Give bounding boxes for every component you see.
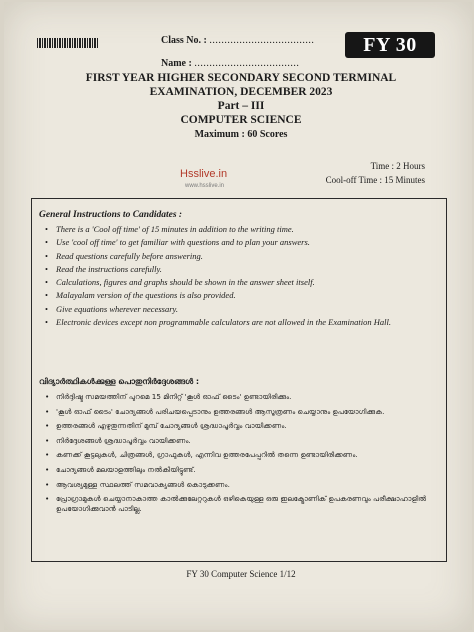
malayalam-instruction-item: • പ്രോഗ്രാമുകൾ ചെയ്യാനാകാത്ത കാൽക്കുലേറ്ററുകൾ ഒഴികെയുള്ള ഒരു ഇലക്ട്രോണിക് ഉപകരണവും പരീക്ഷാഹാളിൽ ഉപയോഗിക്കുവാൻ പാടില്ല.: [45, 494, 435, 513]
page-footer: FY 30 Computer Science 1/12: [186, 569, 296, 579]
english-instructions-list: [45, 224, 435, 330]
maximum-score: Maximum : 60 Scores: [194, 129, 288, 140]
barcode: [37, 38, 99, 48]
instruction-item: • Read the instructions carefully.: [45, 264, 435, 274]
exam-paper: [4, 2, 472, 630]
exam-title-line2: EXAMINATION, DECEMBER 2023: [149, 86, 333, 98]
instruction-item: • There is a 'Cool off time' of 15 minutes in addition to the writing time.: [45, 224, 435, 234]
malayalam-instruction-item: • നിർദ്ദേശങ്ങൾ ശ്രദ്ധാപൂർവ്വം വായിക്കണം.: [45, 436, 435, 446]
malayalam-instruction-item: • ആവശ്യമുള്ള സ്ഥലത്ത് സമവാക്യങ്ങൾ കൊടുക്കണം.: [45, 480, 435, 490]
hsslive-logo: Hsslive.in: [180, 168, 228, 180]
class-number-label: Class No. :: [161, 35, 207, 46]
instruction-item: • Read questions carefully before answering.: [45, 251, 435, 261]
cool-off-time: Cool-off Time : 15 Minutes: [325, 175, 425, 185]
name-blank: ...................................: [194, 58, 300, 69]
name-field: [161, 58, 299, 69]
malayalam-instruction-item: • ചോദ്യങ്ങൾ മലയാളത്തിലും നൽകിയിട്ടുണ്ട്.: [45, 465, 435, 475]
instruction-item: • Electronic devices except non programmable calculators are not allowed in the Examination Hall.: [45, 317, 435, 327]
instruction-item: • Calculations, figures and graphs should be shown in the answer sheet itself.: [45, 277, 435, 287]
name-label: Name :: [161, 58, 192, 69]
malayalam-instructions-title: വിദ്യാർത്ഥികൾക്കുള്ള പൊതുനിർദ്ദേശങ്ങൾ :: [39, 377, 200, 386]
malayalam-instruction-item: • നിർദ്ദിഷ്ട സമയത്തിന് പുറമെ 15 മിനിറ്റ് 'കൂൾ ഓഫ് ടൈം' ഉണ്ടായിരിക്കും.: [45, 392, 435, 402]
hsslive-url: www.hsslive.in: [185, 183, 225, 189]
malayalam-instruction-item: • ഉത്തരങ്ങൾ എഴുതുന്നതിന് മുമ്പ് ചോദ്യങ്ങൾ ശ്രദ്ധാപൂർവ്വം വായിക്കണം.: [45, 421, 435, 431]
instruction-item: • Give equations wherever necessary.: [45, 304, 435, 314]
instruction-item: • Malayalam version of the questions is also provided.: [45, 290, 435, 300]
instructions-title: General Instructions to Candidates :: [39, 210, 183, 220]
exam-title-line1: FIRST YEAR HIGHER SECONDARY SECOND TERMINAL: [85, 72, 397, 84]
time-duration: Time : 2 Hours: [370, 161, 425, 171]
exam-part: Part – III: [217, 100, 265, 112]
malayalam-instruction-item: • 'കൂൾ ഓഫ് ടൈം' ചോദ്യങ്ങൾ പരിചയപ്പെടാനും ഉത്തരങ്ങൾ ആസൂത്രണം ചെയ്യാനും ഉപയോഗിക്കുക.: [45, 407, 435, 417]
exam-subject: COMPUTER SCIENCE: [180, 114, 302, 126]
instruction-item: • Use 'cool off time' to get familiar with questions and to plan your answers.: [45, 237, 435, 247]
malayalam-instruction-item: • കണക്ക് കൂട്ടലുകൾ, ചിത്രങ്ങൾ, ഗ്രാഫുകൾ, എന്നിവ ഉത്തരപേപ്പറിൽ തന്നെ ഉണ്ടായിരിക്കണം.: [45, 450, 435, 460]
class-number-field: [161, 35, 314, 46]
paper-code-badge: FY 30: [345, 32, 435, 58]
instructions-box: [31, 198, 447, 562]
malayalam-instructions-list: [45, 392, 435, 518]
class-number-blank: ...................................: [209, 35, 315, 46]
